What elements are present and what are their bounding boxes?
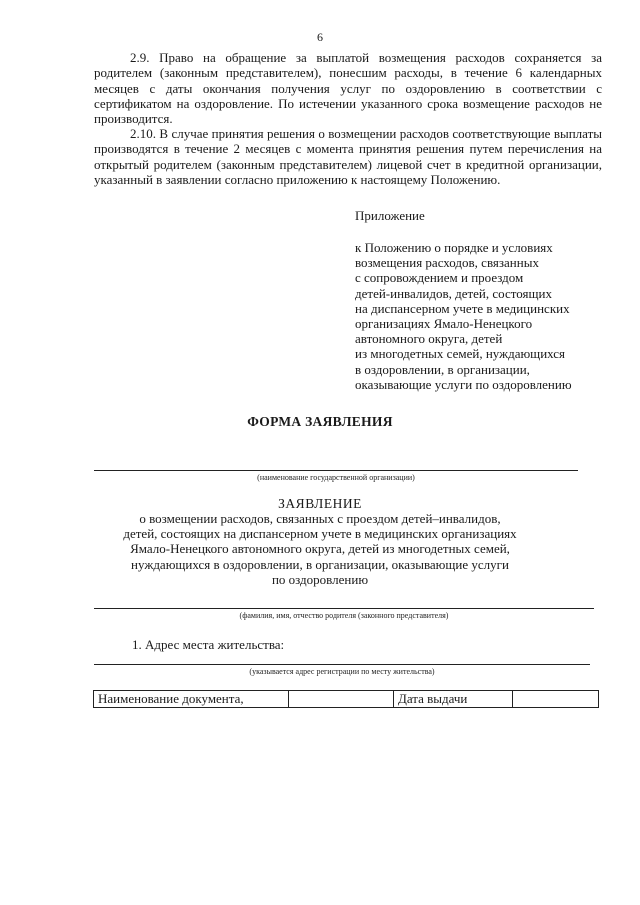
appendix-title: Приложение [355, 208, 425, 223]
org-name-line[interactable] [94, 470, 578, 471]
appendix-line: с сопровождением и проездом [355, 270, 524, 286]
statement-line: по оздоровлению [271, 571, 369, 587]
doc-number-cell[interactable] [289, 691, 394, 708]
org-name-caption: (наименование государственной организации) [257, 473, 415, 482]
appendix-line: оказывающие услуги по оздоровлению [355, 376, 572, 392]
address-label: 1. Адрес места жительства: [132, 637, 285, 652]
table-row [94, 691, 599, 708]
appendix-line: детей-инвалидов, детей, состоящих [355, 285, 552, 301]
appendix-line: организациях Ямало-Ненецкого [355, 316, 533, 332]
appendix-reference [355, 240, 572, 392]
appendix-line: на диспансерном учете в медицинских [355, 300, 570, 316]
appendix-line: из многодетных семей, нуждающихся [355, 346, 566, 362]
page-number: 6 [317, 30, 323, 44]
issue-date-cell[interactable] [513, 691, 599, 708]
paragraph-2-9: 2.9. Право на обращение за выплатой возмещения расходов сохраняется за родителем (законным представителем), понесшим расходы, в течение 6 календарных месяцев с даты окончания получения услуг по оздоровлению в соответствии с сертификатом на оздоровление. По истечении указанного срока возмещение расходов не производится. [94, 50, 602, 127]
appendix-line: к Положению о порядке и условиях [355, 240, 553, 255]
statement-line: о возмещении расходов, связанных с проездом детей–инвалидов, [139, 511, 501, 526]
doc-name-header: Наименование документа, [94, 691, 289, 708]
statement-line: детей, состоящих на диспансерном учете в медицинских организациях [123, 526, 517, 542]
issue-date-header: Дата выдачи [394, 691, 513, 708]
appendix-line: возмещения расходов, связанных [355, 255, 539, 271]
address-line[interactable] [94, 664, 590, 665]
statement-line: Ямало-Ненецкого автономного округа, детей из многодетных семей, [130, 541, 510, 557]
address-caption: (указывается адрес регистрации по месту жительства) [249, 667, 435, 676]
statement-title: ЗАЯВЛЕНИЕ [278, 496, 362, 511]
form-title: ФОРМА ЗАЯВЛЕНИЯ [247, 414, 393, 429]
appendix-line: в оздоровлении, в организации, [355, 361, 530, 377]
appendix-line: автономного округа, детей [355, 331, 503, 347]
document-table [93, 690, 599, 708]
statement-subject [100, 511, 540, 587]
parent-name-caption: (фамилия, имя, отчество родителя (законного представителя) [239, 611, 449, 620]
paragraph-2-10: 2.10. В случае принятия решения о возмещении расходов соответствующие выплаты производятся в течение 2 месяцев с момента принятия решения путем перечисления на открытый родителем (законным представителем) лицевой счет в кредитной организации, указанный в заявлении согласно приложению к настоящему Положению. [94, 126, 602, 187]
statement-line: нуждающихся в оздоровлении, в организации, оказывающие услуги [131, 556, 509, 572]
parent-name-line[interactable] [94, 608, 594, 609]
